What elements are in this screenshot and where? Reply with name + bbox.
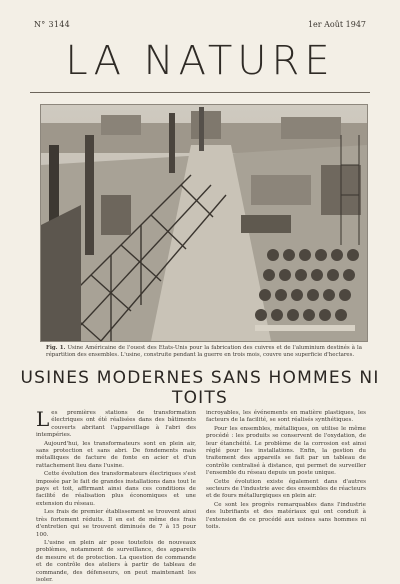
figure-caption-text: Usine Américaine de l'ouest des Etats-Unis pour la fabrication des cuivres et de l'aluminium destinés à la répartition des ensembles. L'usine, construite pendant la guerre en trois mois, couvre une superficie d'hectares. xyxy=(46,345,362,358)
article-column-right xyxy=(206,410,366,546)
paragraph: Les frais de premier établissement se trouvent ainsi très fortement réduits. Il en est de même des frais d'entretien qui se trouvent diminués de 7 à 15 pour 100. xyxy=(36,509,196,538)
paragraph: Ce sont les progrès remarquables dans l'industrie des lubrifiants et des matériaux qui ont conduit à l'extension de ce procédé aux usines sans hommes ni toits. xyxy=(206,501,366,531)
photo-illustration xyxy=(41,105,367,341)
masthead-rule xyxy=(30,92,370,93)
issue-number: N° 3144 xyxy=(34,20,71,29)
paragraph: incroyables, les événements en matière plastiques, les facteurs de la facilité, se sont réalisés synthétiques. xyxy=(206,410,366,424)
paragraph: Cette évolution des transformateurs électriques s'est imposée par le fait de grandes installations dans tout le pays et toit, affirmant ainsi dans ces conditions de facilité de réalisation plus économiques et une extension du réseau. xyxy=(36,471,196,507)
paragraph: Pour les ensembles, métalliques, on utilise le même procédé : les produits se conservent de l'oxydation, de leur étanchéité. Le problème de la corrosion est ainsi réglé pour les installations. Enfin, la gestion du traitement des appareils se fait par un tableau de contrôle centralisé à distance, qui permet de surveiller l'ensemble du réseau depuis un poste unique. xyxy=(206,425,366,477)
drop-cap: L xyxy=(36,407,50,431)
figure-caption xyxy=(46,345,362,359)
article-column-left xyxy=(36,407,196,583)
article-headline: USINES MODERNES SANS HOMMES NI TOITS xyxy=(20,368,380,408)
paragraph: Aujourd'hui, les transformateurs sont en plein air, sans protection et sans abri. De fondements mais métalliques de facture de fonte en acier et d'un rattachement lieu dans l'usine. xyxy=(36,440,196,469)
industrial-plant-photo xyxy=(40,104,368,342)
paragraph: Les premières stations de transformation électriques ont été réalisées dans des bâtiments couverts abritant l'appareillage à l'abri des intempéries. xyxy=(36,407,196,439)
figure-label: Fig. 1. xyxy=(46,345,66,351)
issue-date: 1er Août 1947 xyxy=(307,20,366,29)
masthead-title: LA NATURE xyxy=(65,38,335,84)
article-body xyxy=(36,407,366,583)
paragraph: L'usine en plein air pose toutefois de nouveaux problèmes, notamment de surveillance, des appareils de mesure et de protection. La question de commande et de contrôle des ateliers à partir de tableau de commande, des défenseurs, on peut maintenant les isoler. xyxy=(36,539,196,583)
paragraph: Cette évolution existe également dans d'autres secteurs de l'industrie avec des ensembles de réacteurs et de fours métallurgiques en plein air. xyxy=(206,478,366,500)
